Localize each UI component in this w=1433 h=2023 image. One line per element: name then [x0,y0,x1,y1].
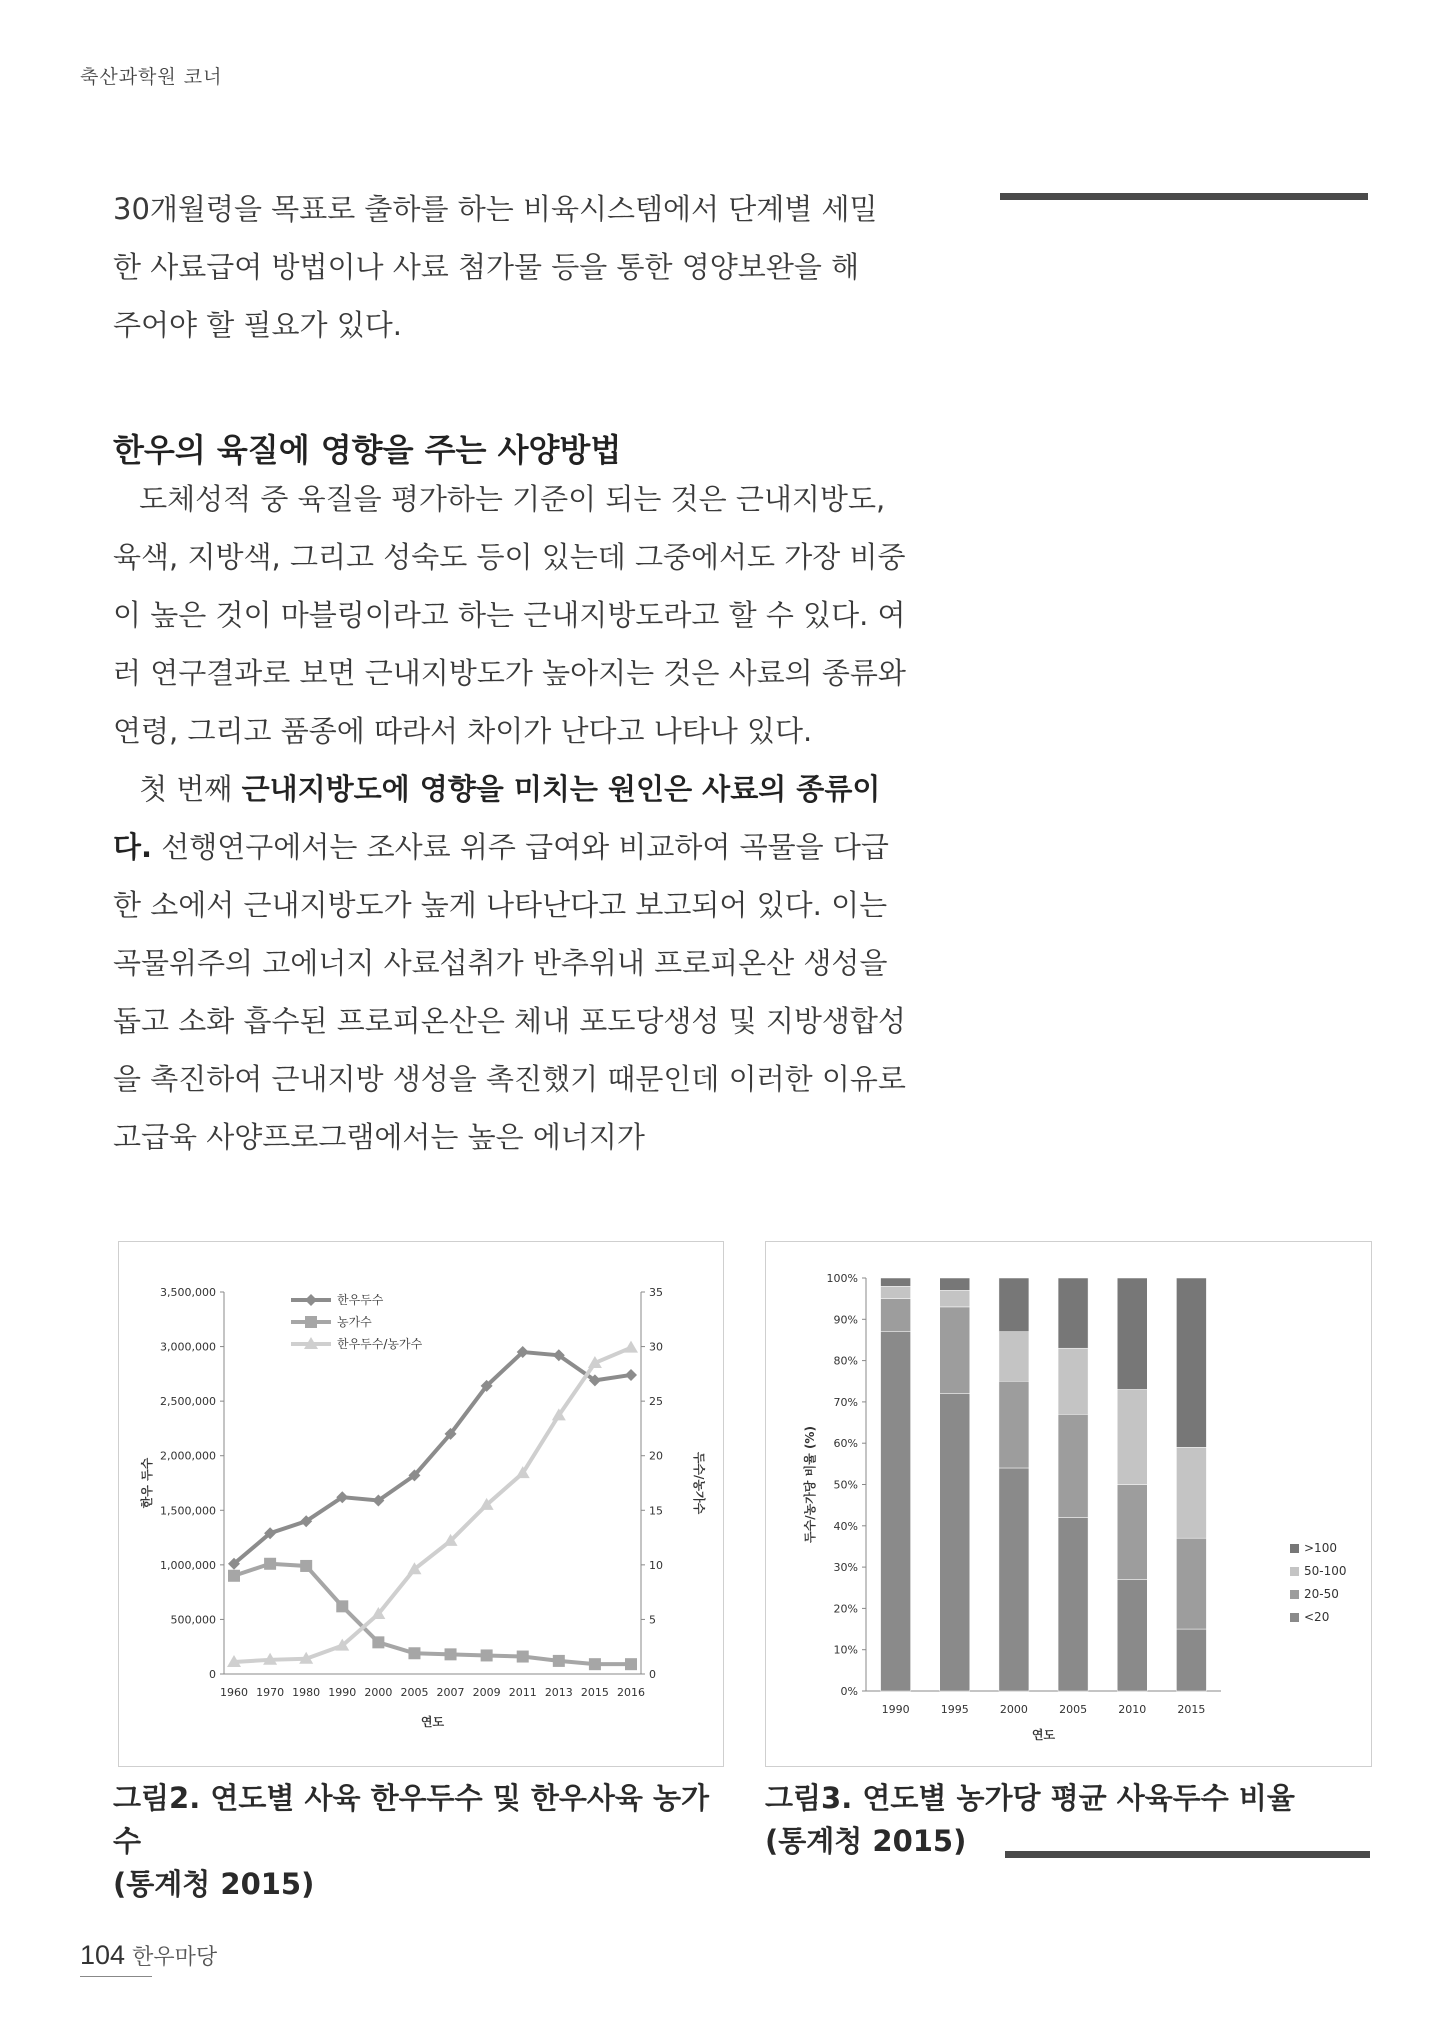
bar-segment [881,1299,911,1332]
y-tick-label: 3,000,000 [160,1340,216,1354]
x-tick-label: 2011 [508,1686,537,1699]
x-tick-label: 2000 [999,1703,1028,1716]
y-tick-label: 80% [833,1354,858,1368]
y-tick-label: 100% [826,1272,858,1285]
section-header: 축산과학원 코너 [80,66,223,88]
legend-label: 한우두수/농가수 [337,1337,423,1351]
data-point-square [625,1658,637,1670]
y-tick-label: 0% [840,1685,858,1698]
data-point-square [517,1651,529,1663]
bar-segment [999,1332,1029,1382]
bar-segment [940,1278,970,1290]
y-tick-label: 2,500,000 [160,1395,216,1409]
paragraph-2-text: 선행연구에서는 조사료 위주 급여와 비교하여 곡물을 다급한 소에서 근내지방도가 높게 나타난다고 보고되어 있다. 이는 곡물위주의 고에너지 사료섭취가 반추위내 프로피온산 생성을 돕고 소화 흡수된 프로피온산은 체내 포도당생성 및 지방생합성을 촉진하여 근내지방 생성을 촉진했기 때문인데 이러한 이유로 고급육 사양프로그램에서는 높은 에너지가 [113,830,906,1154]
bar-segment [940,1290,970,1307]
bar-segment [999,1381,1029,1468]
y2-tick-label: 35 [649,1286,663,1299]
x-tick-label: 1995 [940,1703,969,1716]
y-tick-label: 30% [833,1561,858,1575]
data-point-square [264,1558,276,1570]
page-number: 104 [80,1940,126,1970]
x-axis-title: 연도 [1031,1728,1056,1742]
x-axis-title: 연도 [420,1715,445,1729]
data-point-square [372,1636,384,1648]
data-point-square [445,1648,457,1660]
data-point-triangle [624,1341,638,1353]
x-tick-label: 2005 [400,1686,429,1699]
legend-label: 20-50 [1304,1587,1339,1601]
section-body [113,470,908,1166]
bar-segment [1176,1447,1206,1538]
x-tick-label: 1970 [256,1686,285,1699]
caption-source: (통계청 2015) [765,1824,967,1858]
legend-label: 한우두수 [337,1293,384,1307]
bar-segment [1117,1390,1147,1485]
x-tick-label: 1990 [881,1703,910,1716]
x-tick-label: 2015 [580,1686,609,1699]
series-line-1 [234,1352,631,1564]
bar-segment [881,1286,911,1298]
y-tick-label: 3,500,000 [160,1286,216,1299]
figure-2-chart [118,1241,724,1767]
y-tick-label: 20% [833,1602,858,1616]
series-line-2 [234,1564,631,1664]
bar-segment [999,1468,1029,1691]
magazine-name: 한우마당 [132,1945,218,1970]
y2-tick-label: 5 [649,1613,656,1627]
paragraph-1: 도체성적 중 육질을 평가하는 기준이 되는 것은 근내지방도, 육색, 지방색, 그리고 성숙도 등이 있는데 그중에서도 가장 비중이 높은 것이 마블링이라고 하는 근내지방도라고 할 수 있다. 여러 연구결과로 보면 근내지방도가 높아지는 것은 사료의 종류와 연령, 그리고 품종에 따라서 차이가 난다고 나타나 있다. [113,482,906,748]
bar-segment [1176,1278,1206,1447]
bottom-rule [1005,1851,1370,1858]
bar-segment [1176,1538,1206,1629]
figure-2-caption [113,1777,733,1906]
page-footer [80,1940,217,1971]
data-point-square [553,1655,565,1667]
line-chart [119,1242,723,1766]
section-heading: 한우의 육질에 영향을 주는 사양방법 [113,431,622,469]
y2-tick-label: 30 [649,1340,663,1354]
x-tick-label: 2010 [1118,1703,1147,1716]
stacked-bar-chart [766,1242,1371,1766]
bar-segment [881,1278,911,1286]
y-tick-label: 70% [833,1395,858,1409]
x-tick-label: 2005 [1059,1703,1088,1716]
legend-label: <20 [1304,1610,1330,1624]
y-tick-label: 1,500,000 [160,1504,216,1518]
legend-label: 농가수 [337,1315,372,1329]
y-tick-label: 90% [833,1313,858,1327]
intro-line: 30개월령을 목표로 출하를 하는 비육시스템에서 단계별 세밀 [113,192,878,226]
bar-segment [1117,1485,1147,1580]
legend-label: 50-100 [1304,1564,1347,1578]
x-tick-label: 1980 [292,1686,321,1699]
intro-line: 한 사료급여 방법이나 사료 첨가물 등을 통한 영양보완을 해 [113,250,860,284]
top-rule [1000,193,1368,200]
bar-segment [881,1332,911,1691]
data-point-diamond [305,1294,317,1306]
data-point-diamond [625,1369,637,1381]
data-point-square [589,1658,601,1670]
y2-tick-label: 15 [649,1504,663,1518]
x-tick-label: 1990 [328,1686,357,1699]
y2-tick-label: 25 [649,1395,663,1409]
y2-tick-label: 10 [649,1558,663,1572]
data-point-square [300,1560,312,1572]
bar-segment [1117,1579,1147,1691]
y2-tick-label: 20 [649,1449,663,1463]
paragraph-2 [113,760,908,1166]
bar-segment [1176,1629,1206,1691]
data-point-square [481,1649,493,1661]
x-tick-label: 2013 [544,1686,573,1699]
y-tick-label: 40% [833,1519,858,1533]
y-axis-title: 두수/농가당 비율 (%) [803,1426,817,1543]
bar-segment [940,1394,970,1691]
y2-axis-title: 두수/농가수 [692,1451,706,1515]
data-point-square [228,1570,240,1582]
bar-segment [1058,1278,1088,1348]
y-tick-label: 500,000 [170,1613,216,1627]
bar-segment [999,1278,1029,1332]
bar-segment [1058,1518,1088,1691]
legend-swatch [1290,1613,1299,1622]
legend-swatch [1290,1567,1299,1576]
paragraph-2-lead: 첫 번째 [139,772,242,806]
x-tick-label: 1960 [220,1686,248,1699]
legend-label: >100 [1304,1541,1337,1555]
legend-swatch [1290,1590,1299,1599]
x-tick-label: 2016 [617,1686,645,1699]
paragraph-2-emphasis: 근내지방도에 영향을 미치는 원인은 사료의 종류이다. [113,772,881,864]
caption-title: 그림2. 연도별 사육 한우두수 및 한우사육 농가수 [113,1781,710,1858]
bar-segment [1117,1278,1147,1390]
y-axis-title: 한우 두수 [140,1457,154,1509]
intro-paragraph [113,180,908,354]
bar-segment [1058,1414,1088,1517]
bar-segment [1058,1348,1088,1414]
bar-segment [940,1307,970,1394]
x-tick-label: 2000 [364,1686,393,1699]
intro-line: 주어야 할 필요가 있다. [113,308,402,342]
data-point-square [336,1600,348,1612]
caption-title: 그림3. 연도별 농가당 평균 사육두수 비율 [765,1781,1295,1815]
y2-tick-label: 0 [649,1668,656,1681]
x-tick-label: 2015 [1177,1703,1206,1716]
x-tick-label: 2007 [436,1686,465,1699]
y-tick-label: 10% [833,1643,858,1657]
figure-3-chart [765,1241,1372,1767]
legend-swatch [1290,1544,1299,1553]
y-tick-label: 50% [833,1478,858,1492]
y-tick-label: 60% [833,1437,858,1451]
data-point-square [408,1647,420,1659]
y-tick-label: 2,000,000 [160,1449,216,1463]
caption-source: (통계청 2015) [113,1867,315,1901]
data-point-square [305,1316,317,1328]
x-tick-label: 2009 [472,1686,501,1699]
series-line-3 [234,1348,631,1662]
y-tick-label: 0 [209,1668,216,1681]
y-tick-label: 1,000,000 [160,1558,216,1572]
footer-rule [80,1976,152,1977]
